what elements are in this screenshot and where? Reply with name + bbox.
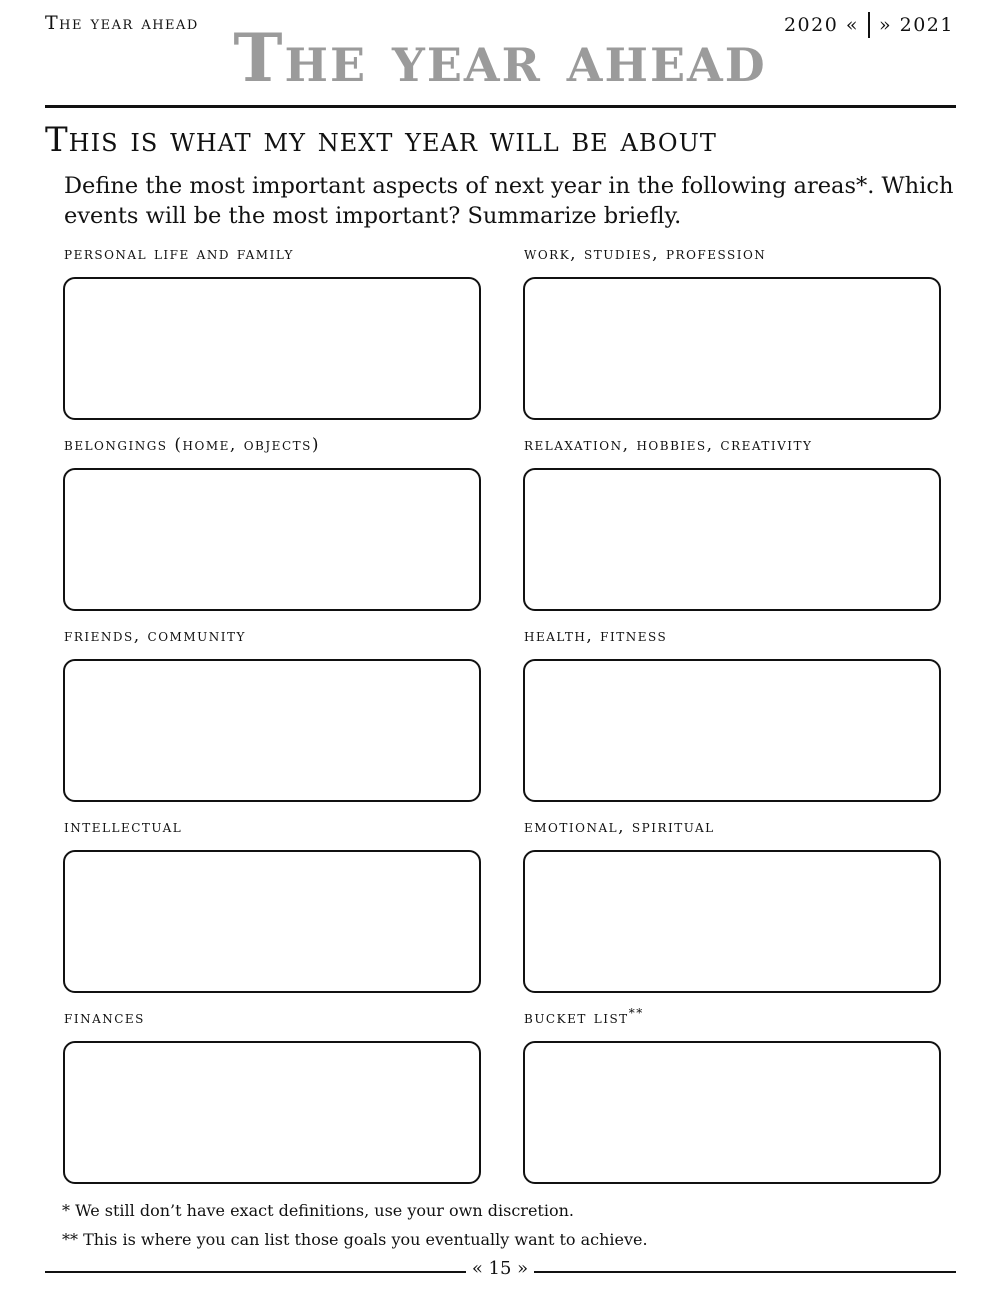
title-rule xyxy=(45,105,956,108)
page-title: The year ahead xyxy=(233,19,767,97)
category-label-emotional: emotional, spiritual xyxy=(524,817,715,837)
category-label-health: health, fitness xyxy=(524,626,668,646)
category-label-relaxation: relaxation, hobbies, creativity xyxy=(524,435,813,455)
footnote-2: ** This is where you can list those goals you eventually want to achieve. xyxy=(62,1230,648,1249)
year-prev: 2020 « xyxy=(783,14,859,36)
writing-box-emotional[interactable] xyxy=(523,850,941,993)
page-number: « 15 » xyxy=(466,1258,534,1279)
writing-box-belongings[interactable] xyxy=(63,468,481,611)
writing-box-bucket-list[interactable] xyxy=(523,1041,941,1184)
section-heading: This is what my next year will be about xyxy=(45,120,717,160)
intro-text: Define the most important aspects of next year in the following areas*. Which events will be the most important? Summarize briefly. xyxy=(64,173,954,229)
year-next: » 2021 xyxy=(878,14,954,36)
category-label-intellectual: intellectual xyxy=(64,817,183,837)
category-label-work: work, studies, profession xyxy=(524,244,767,264)
writing-box-finances[interactable] xyxy=(63,1041,481,1184)
category-label-bucket-list xyxy=(524,1008,644,1028)
category-label-belongings: belongings (home, objects) xyxy=(64,435,320,455)
writing-box-personal[interactable] xyxy=(63,277,481,420)
category-label-personal: personal life and family xyxy=(64,244,294,264)
footer-rule-right xyxy=(534,1271,956,1273)
footnote-1: * We still don’t have exact definitions, use your own discretion. xyxy=(62,1201,574,1220)
writing-box-work[interactable] xyxy=(523,277,941,420)
category-label-finances: finances xyxy=(64,1008,145,1028)
writing-box-friends[interactable] xyxy=(63,659,481,802)
writing-box-intellectual[interactable] xyxy=(63,850,481,993)
bucket-list-text: bucket list xyxy=(524,1008,629,1028)
running-header-title: The year ahead xyxy=(45,12,199,34)
writing-box-health[interactable] xyxy=(523,659,941,802)
category-label-friends: friends, community xyxy=(64,626,246,646)
footer-rule-left xyxy=(45,1271,466,1273)
bucket-list-footnote-mark: ** xyxy=(628,1006,644,1020)
writing-box-relaxation[interactable] xyxy=(523,468,941,611)
